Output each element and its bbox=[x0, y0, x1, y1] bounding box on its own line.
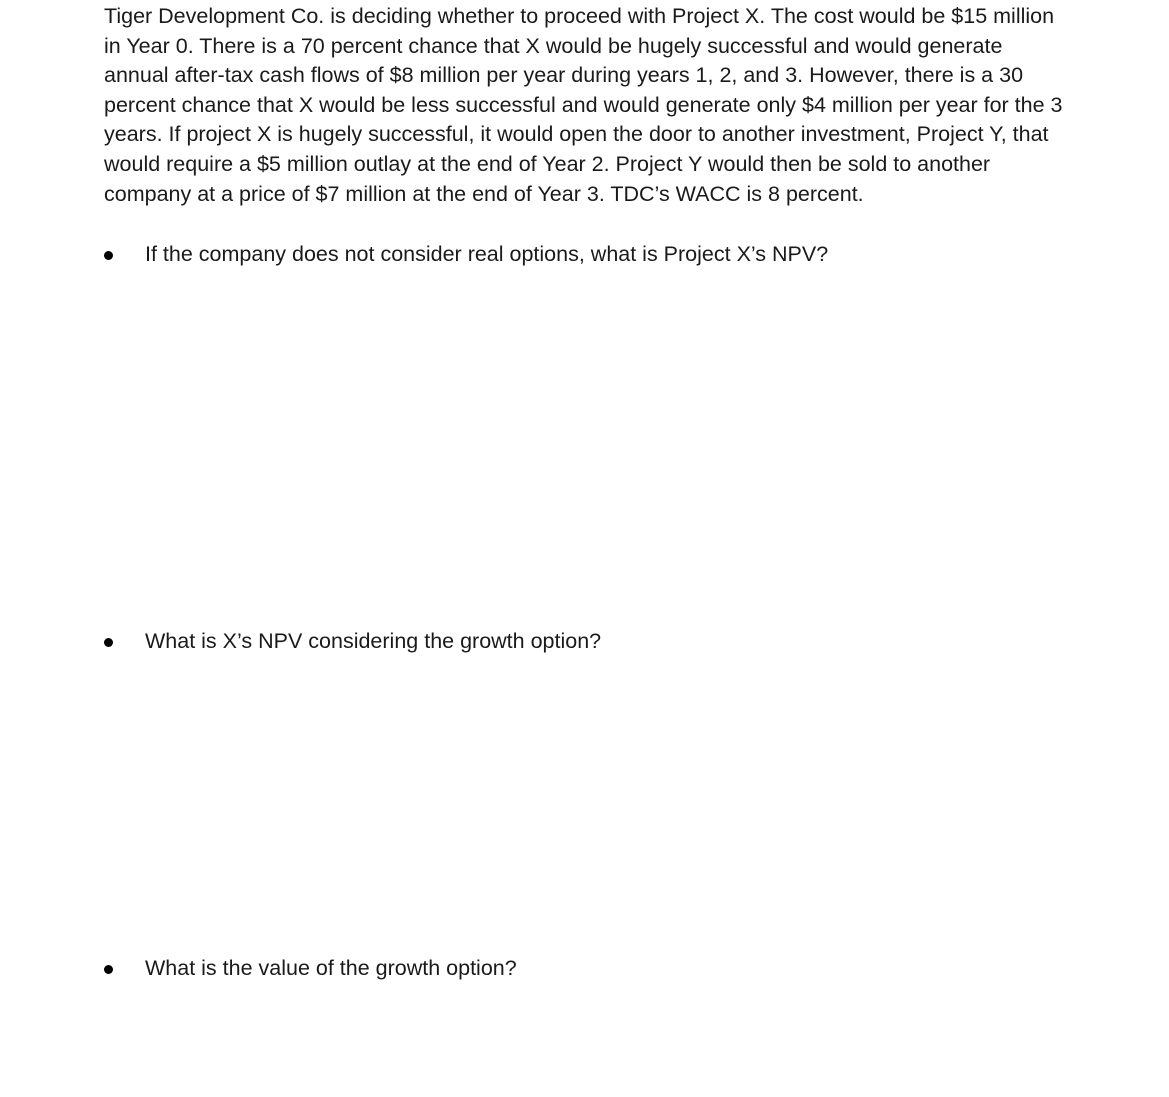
bullet-icon bbox=[104, 638, 113, 647]
question-item-npv-growth-option bbox=[0, 626, 1169, 656]
problem-line: in Year 0. There is a 70 percent chance that X would be hugely successful and would generate bbox=[104, 33, 1003, 58]
question-text: What is X’s NPV considering the growth option? bbox=[145, 629, 602, 653]
bullet-icon bbox=[104, 965, 113, 974]
problem-line: Tiger Development Co. is deciding whether to proceed with Project X. The cost would be $15 million bbox=[104, 4, 1055, 28]
problem-line: company at a price of $7 million at the end of Year 3. TDC’s WACC is 8 percent. bbox=[104, 181, 864, 206]
question-text: If the company does not consider real options, what is Project X’s NPV? bbox=[145, 242, 829, 266]
problem-line: years. If project X is hugely successful, it would open the door to another investment, Project Y, that bbox=[104, 122, 1049, 147]
problem-line: would require a $5 million outlay at the end of Year 2. Project Y would then be sold to another bbox=[104, 151, 991, 176]
question-item-growth-option-value bbox=[0, 953, 1169, 983]
question-item-npv-no-options bbox=[0, 239, 1169, 269]
question-text: What is the value of the growth option? bbox=[145, 956, 517, 980]
problem-statement bbox=[104, 2, 1104, 209]
problem-line: percent chance that X would be less successful and would generate only $4 million per year for the 3 bbox=[104, 92, 1063, 117]
problem-line: annual after-tax cash flows of $8 million per year during years 1, 2, and 3. However, there is a 30 bbox=[104, 63, 1024, 88]
bullet-icon bbox=[104, 251, 113, 260]
